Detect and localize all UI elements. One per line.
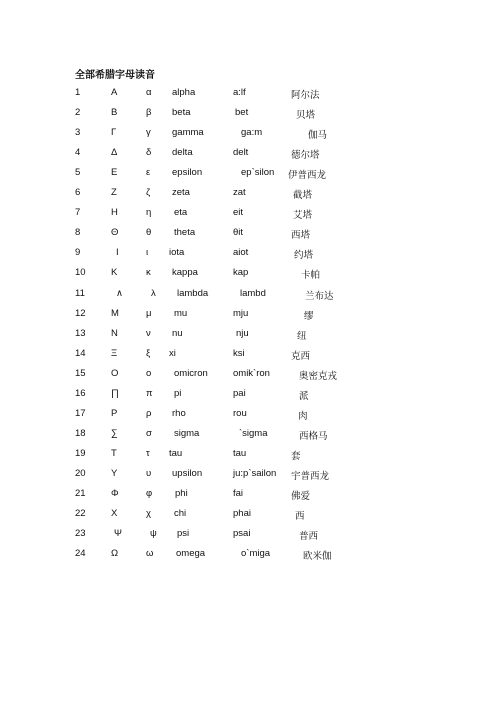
- pronunciation: eit: [233, 207, 244, 219]
- lowercase-letter: λ: [151, 287, 156, 299]
- lowercase-letter: τ: [146, 447, 150, 459]
- lowercase-letter: θ: [146, 227, 152, 239]
- chinese-reading: 普西: [299, 531, 319, 543]
- pronunciation: ga:m: [241, 127, 263, 139]
- pronunciation: kap: [233, 267, 249, 279]
- uppercase-letter: Γ: [111, 127, 117, 139]
- table-row: [0, 107, 496, 127]
- table-row: [0, 468, 496, 488]
- letter-name: alpha: [172, 87, 196, 98]
- letter-name: beta: [172, 107, 191, 119]
- pronunciation: mju: [233, 307, 249, 319]
- pronunciation: ju:p`sailon: [233, 467, 277, 479]
- table-row: [0, 328, 496, 348]
- chinese-reading: 欧米伽: [303, 551, 332, 563]
- pronunciation: lambd: [240, 287, 266, 299]
- uppercase-letter: Ψ: [114, 528, 122, 540]
- row-number: 24: [75, 548, 86, 560]
- lowercase-letter: υ: [146, 467, 152, 479]
- row-number: 21: [75, 488, 86, 499]
- lowercase-letter: ω: [146, 548, 154, 560]
- uppercase-letter: Ο: [111, 367, 119, 379]
- pronunciation: rou: [233, 407, 247, 419]
- chinese-reading: 伊普西龙: [288, 170, 327, 182]
- pronunciation: pai: [233, 387, 246, 399]
- row-number: 14: [75, 347, 86, 359]
- letter-name: mu: [174, 307, 188, 319]
- lowercase-letter: ο: [146, 367, 152, 379]
- uppercase-letter: Ζ: [111, 187, 117, 199]
- pronunciation: nju: [236, 327, 249, 339]
- uppercase-letter: Η: [111, 207, 118, 219]
- row-number: 3: [75, 127, 81, 139]
- lowercase-letter: φ: [146, 488, 153, 499]
- pronunciation: o`miga: [241, 548, 271, 560]
- lowercase-letter: η: [146, 207, 152, 219]
- pronunciation: bet: [235, 107, 249, 119]
- table-row: [0, 207, 496, 227]
- row-number: 11: [75, 287, 85, 299]
- letter-name: gamma: [172, 127, 204, 139]
- letter-name: theta: [174, 227, 196, 239]
- table-row: [0, 147, 496, 167]
- row-number: 2: [75, 107, 81, 119]
- letter-name: upsilon: [172, 467, 203, 479]
- lowercase-letter: μ: [146, 307, 152, 319]
- table-row: [0, 368, 496, 388]
- uppercase-letter: Μ: [111, 307, 119, 319]
- uppercase-letter: Α: [111, 87, 118, 98]
- pronunciation: psai: [233, 528, 251, 540]
- row-number: 1: [75, 87, 81, 98]
- table-row: [0, 227, 496, 247]
- chinese-reading: 西: [295, 511, 305, 523]
- chinese-reading: 派: [299, 390, 309, 402]
- uppercase-letter: Χ: [111, 508, 118, 520]
- lowercase-letter: β: [146, 107, 152, 119]
- pronunciation: θit: [233, 227, 244, 239]
- chinese-reading: 肉: [298, 410, 308, 422]
- pronunciation: omik`ron: [233, 367, 270, 379]
- letter-name: kappa: [172, 267, 198, 279]
- row-number: 19: [75, 447, 86, 459]
- lowercase-letter: γ: [146, 127, 151, 139]
- pronunciation: zat: [233, 187, 246, 199]
- letter-name: zeta: [172, 187, 190, 199]
- uppercase-letter: ∧: [116, 287, 123, 299]
- uppercase-letter: ∏: [111, 387, 119, 399]
- table-row: [0, 247, 496, 267]
- table-row: [0, 528, 496, 548]
- chinese-reading: 德尔塔: [291, 150, 320, 162]
- table-row: [0, 267, 496, 287]
- table-row: [0, 548, 496, 568]
- lowercase-letter: π: [146, 387, 153, 399]
- lowercase-letter: δ: [146, 147, 152, 159]
- lowercase-letter: ζ: [146, 187, 151, 199]
- chinese-reading: 奥密克戎: [299, 370, 338, 382]
- table-row: [0, 348, 496, 368]
- lowercase-letter: ρ: [146, 407, 152, 419]
- row-number: 15: [75, 367, 86, 379]
- pronunciation: fai: [233, 488, 244, 499]
- pronunciation: delt: [233, 147, 249, 159]
- chinese-reading: 缪: [304, 310, 314, 322]
- table-row: [0, 448, 496, 468]
- letter-name: psi: [177, 528, 190, 540]
- uppercase-letter: Δ: [111, 147, 118, 159]
- table-row: [0, 308, 496, 328]
- letter-name: lambda: [177, 287, 209, 299]
- letter-name: pi: [174, 387, 182, 399]
- lowercase-letter: ι: [146, 247, 149, 259]
- row-number: 7: [75, 207, 81, 219]
- table-row: [0, 508, 496, 528]
- uppercase-letter: Ι: [116, 247, 119, 259]
- uppercase-letter: Τ: [111, 447, 117, 459]
- lowercase-letter: ε: [146, 167, 151, 179]
- uppercase-letter: Β: [111, 107, 118, 119]
- letter-name: delta: [172, 147, 193, 159]
- pronunciation: aiot: [233, 247, 249, 259]
- letter-name: epsilon: [172, 167, 203, 179]
- row-number: 5: [75, 167, 81, 179]
- table-row: [0, 167, 496, 187]
- letter-name: sigma: [174, 427, 200, 439]
- uppercase-letter: Ω: [111, 548, 119, 560]
- chinese-reading: 贝塔: [296, 110, 316, 122]
- chinese-reading: 纽: [297, 330, 307, 342]
- letter-name: rho: [172, 407, 186, 419]
- chinese-reading: 佛爱: [291, 491, 311, 502]
- row-number: 17: [75, 407, 86, 419]
- chinese-reading: 阿尔法: [291, 90, 320, 101]
- letter-name: omega: [176, 548, 206, 560]
- table-row: [0, 288, 496, 308]
- row-number: 13: [75, 327, 86, 339]
- page-title: 全部希腊字母读音: [75, 70, 155, 81]
- table-row: [0, 87, 496, 107]
- lowercase-letter: κ: [146, 267, 151, 279]
- chinese-reading: 艾塔: [293, 210, 313, 222]
- row-number: 8: [75, 227, 81, 239]
- row-number: 6: [75, 187, 81, 199]
- lowercase-letter: ξ: [146, 347, 151, 359]
- table-row: [0, 428, 496, 448]
- uppercase-letter: Ε: [111, 167, 118, 179]
- table-row: [0, 127, 496, 147]
- uppercase-letter: Θ: [111, 227, 119, 239]
- chinese-reading: 克西: [291, 350, 311, 362]
- chinese-reading: 套: [291, 450, 301, 462]
- row-number: 12: [75, 307, 86, 319]
- letter-name: omicron: [174, 367, 208, 379]
- pronunciation: phai: [233, 508, 251, 520]
- chinese-reading: 西塔: [291, 230, 311, 242]
- uppercase-letter: Ν: [111, 327, 118, 339]
- letter-name: xi: [169, 347, 176, 359]
- row-number: 4: [75, 147, 81, 159]
- chinese-reading: 约塔: [294, 250, 314, 262]
- lowercase-letter: ν: [146, 327, 151, 339]
- lowercase-letter: α: [146, 87, 152, 98]
- letter-name: phi: [175, 488, 188, 499]
- uppercase-letter: Κ: [111, 267, 118, 279]
- row-number: 18: [75, 427, 86, 439]
- letter-name: chi: [174, 508, 187, 520]
- chinese-reading: 卡帕: [301, 270, 321, 282]
- letter-name: tau: [169, 447, 183, 459]
- row-number: 20: [75, 467, 86, 479]
- chinese-reading: 伽马: [308, 130, 328, 142]
- row-number: 9: [75, 247, 81, 259]
- table-row: [0, 388, 496, 408]
- chinese-reading: 截塔: [293, 190, 313, 202]
- pronunciation: a:lf: [233, 87, 246, 98]
- row-number: 23: [75, 528, 86, 540]
- row-number: 22: [75, 508, 86, 520]
- uppercase-letter: Ξ: [111, 347, 118, 359]
- uppercase-letter: ∑: [111, 427, 118, 439]
- uppercase-letter: Υ: [111, 467, 118, 479]
- lowercase-letter: ψ: [150, 528, 157, 540]
- table-row: [0, 187, 496, 207]
- pronunciation: ksi: [233, 347, 245, 359]
- row-number: 16: [75, 387, 86, 399]
- pronunciation: tau: [233, 447, 247, 459]
- uppercase-letter: Ρ: [111, 407, 118, 419]
- pronunciation: `sigma: [239, 427, 268, 439]
- lowercase-letter: σ: [146, 427, 152, 439]
- chinese-reading: 西格马: [299, 430, 328, 442]
- letter-name: iota: [169, 247, 185, 259]
- pronunciation: ep`silon: [241, 167, 275, 179]
- chinese-reading: 兰布达: [305, 290, 334, 302]
- uppercase-letter: Φ: [111, 488, 119, 499]
- table-row: [0, 488, 496, 508]
- row-number: 10: [75, 267, 86, 279]
- letter-name: eta: [174, 207, 188, 219]
- lowercase-letter: χ: [146, 508, 151, 520]
- table-row: [0, 408, 496, 428]
- letter-name: nu: [172, 327, 183, 339]
- chinese-reading: 宇普西龙: [291, 470, 330, 482]
